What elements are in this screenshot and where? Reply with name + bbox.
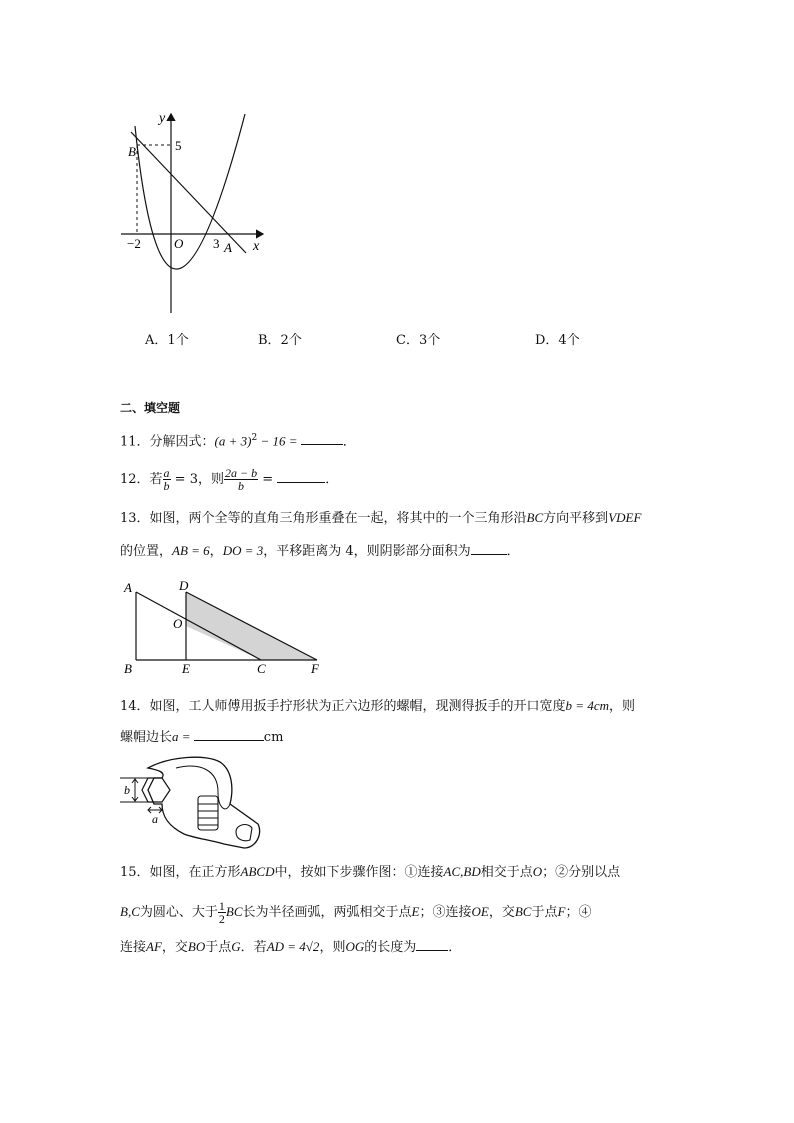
q15-t15: ，则 bbox=[319, 940, 346, 955]
question-15-line-3 bbox=[120, 938, 461, 956]
q13-answer-blank[interactable] bbox=[471, 542, 507, 555]
q15-o: O bbox=[532, 864, 543, 879]
q12-f2-denominator: b bbox=[238, 479, 245, 493]
label-o: O bbox=[173, 616, 183, 631]
q15-t3: 相交于点 bbox=[480, 865, 533, 880]
q11-expr-b: − 16 = bbox=[257, 433, 301, 449]
x-axis-label: x bbox=[253, 239, 260, 254]
q15-t12: ，交 bbox=[161, 940, 188, 955]
question-14-line-1 bbox=[120, 698, 635, 715]
q13-var-bc: BC bbox=[526, 510, 544, 525]
b-label: b bbox=[124, 783, 130, 797]
q14-unit: cm bbox=[263, 730, 284, 745]
q15-t1: 15．如图，在正方形 bbox=[120, 865, 241, 880]
origin-label: O bbox=[174, 236, 184, 251]
hexagon-nut bbox=[142, 778, 170, 802]
q15-oe: OE bbox=[471, 904, 489, 919]
q15-t14: ．若 bbox=[240, 940, 267, 955]
q15-og: OG bbox=[345, 939, 365, 954]
q14-text-a: 14．如图，工人师傅用扳手拧形状为正六边形的螺帽，现测得扳手的开口宽度 bbox=[120, 699, 566, 714]
question-15-line-2 bbox=[120, 898, 591, 927]
wrench-body bbox=[148, 757, 260, 848]
q15-half-num: 1 bbox=[218, 899, 225, 913]
wrench-figure bbox=[118, 752, 268, 852]
q12-prefix: 12．若 bbox=[120, 472, 163, 487]
q15-bc2: BC bbox=[514, 904, 532, 919]
q15-t11: 连接 bbox=[120, 940, 147, 955]
q15-t5: 为圆心、大于 bbox=[139, 905, 218, 920]
q15-t4: ；②分别以点 bbox=[542, 865, 621, 880]
option-d[interactable]: D．4个 bbox=[535, 333, 580, 348]
q14-answer-blank[interactable] bbox=[194, 728, 264, 741]
q12-eq1: = 3，则 bbox=[170, 472, 224, 487]
point-a-label: A bbox=[224, 240, 232, 255]
q15-t16: 的长度为 bbox=[364, 940, 417, 955]
option-b[interactable]: B．2个 bbox=[258, 333, 302, 348]
q15-abcd: ABCD bbox=[240, 864, 275, 879]
question-14-line-2 bbox=[120, 728, 283, 746]
q12-fraction-1 bbox=[163, 467, 171, 492]
wrench-inner-curve bbox=[176, 766, 230, 809]
q15-t7: ；③连接 bbox=[419, 905, 472, 920]
question-12 bbox=[120, 466, 338, 494]
label-c: C bbox=[257, 661, 266, 676]
q15-f: F bbox=[557, 904, 566, 919]
question-13-line-2 bbox=[120, 542, 520, 560]
q15-answer-blank[interactable] bbox=[416, 938, 448, 951]
label-a: A bbox=[124, 580, 132, 595]
q12-eq2: = bbox=[258, 472, 278, 487]
handle-hole bbox=[236, 825, 252, 841]
question-13-line-1 bbox=[120, 510, 641, 527]
label-b: B bbox=[124, 661, 132, 676]
q15-t13: 于点 bbox=[205, 940, 232, 955]
q15-t2: 中，按如下步骤作图：①连接 bbox=[274, 865, 444, 880]
section-title: 二、填空题 bbox=[120, 401, 181, 415]
straight-line bbox=[131, 132, 246, 253]
option-a[interactable]: A．1个 bbox=[145, 333, 189, 348]
q15-g: G bbox=[231, 939, 241, 954]
q11-expr-a: (a + 3) bbox=[214, 433, 252, 449]
q11-suffix: ． bbox=[342, 434, 356, 450]
q14-a-eq: a = bbox=[172, 729, 194, 744]
q12-fraction-2 bbox=[224, 467, 258, 492]
y-axis-label: y bbox=[159, 111, 166, 126]
q13-text-b: 方向平移到 bbox=[543, 511, 609, 526]
q12-answer-blank[interactable] bbox=[277, 470, 325, 483]
q12-f1-numerator: a bbox=[163, 466, 170, 480]
question-11 bbox=[120, 430, 356, 450]
parabola-line-graph bbox=[115, 108, 275, 318]
q15-half-fraction bbox=[218, 900, 226, 925]
question-15-line-1 bbox=[120, 864, 620, 881]
tick-label-5: 5 bbox=[175, 138, 182, 153]
q15-bo: BO bbox=[187, 939, 206, 954]
q13-ab: AB = 6 bbox=[172, 543, 210, 558]
q15-af: AF bbox=[146, 939, 162, 954]
label-d: D bbox=[179, 578, 189, 593]
q14-b-eq: b = 4cm bbox=[565, 698, 609, 713]
q15-ad: AD = 4√2 bbox=[266, 939, 320, 954]
q14-text-b: ，则 bbox=[608, 699, 635, 714]
q15-bc: BC bbox=[225, 904, 243, 919]
q13-sep: ， bbox=[209, 544, 223, 559]
q13-text-d: ，平移距离为 4，则阴影部分面积为 bbox=[263, 544, 471, 559]
q15-t10: ；④ bbox=[565, 905, 592, 920]
q12-suffix: ． bbox=[325, 472, 339, 487]
tick-label-neg2: −2 bbox=[127, 236, 141, 251]
q15-end: ． bbox=[448, 940, 462, 955]
q14-text-c: 螺帽边长 bbox=[120, 730, 173, 745]
q15-e: E bbox=[411, 904, 420, 919]
tick-label-3: 3 bbox=[213, 236, 220, 251]
q15-bc-points: B,C bbox=[120, 904, 140, 919]
label-f: F bbox=[311, 661, 319, 676]
q13-text-a: 13．如图，两个全等的直角三角形重叠在一起，将其中的一个三角形沿 bbox=[120, 511, 527, 526]
a-label: a bbox=[152, 812, 158, 826]
q13-do: DO = 3 bbox=[222, 543, 264, 558]
q11-prefix: 11．分解因式： bbox=[120, 434, 215, 450]
q11-answer-blank[interactable] bbox=[301, 432, 343, 445]
point-b-label: B bbox=[128, 144, 136, 159]
q11-exponent: 2 bbox=[251, 433, 258, 443]
q13-triangle: VDEF bbox=[608, 510, 642, 525]
option-c[interactable]: C．3个 bbox=[396, 333, 441, 348]
q15-t9: 于点 bbox=[531, 905, 558, 920]
q15-t8: ，交 bbox=[488, 905, 515, 920]
q13-end: ． bbox=[506, 544, 520, 559]
q15-half-den: 2 bbox=[218, 912, 225, 926]
label-e: E bbox=[182, 661, 190, 676]
q13-triangle-figure bbox=[115, 576, 330, 676]
q12-f2-numerator: 2a − b bbox=[224, 466, 258, 480]
q15-acbd: AC,BD bbox=[443, 864, 481, 879]
q13-text-c: 的位置， bbox=[120, 544, 173, 559]
q12-f1-denominator: b bbox=[163, 479, 170, 493]
q15-t6: 长为半径画弧，两弧相交于点 bbox=[242, 905, 412, 920]
